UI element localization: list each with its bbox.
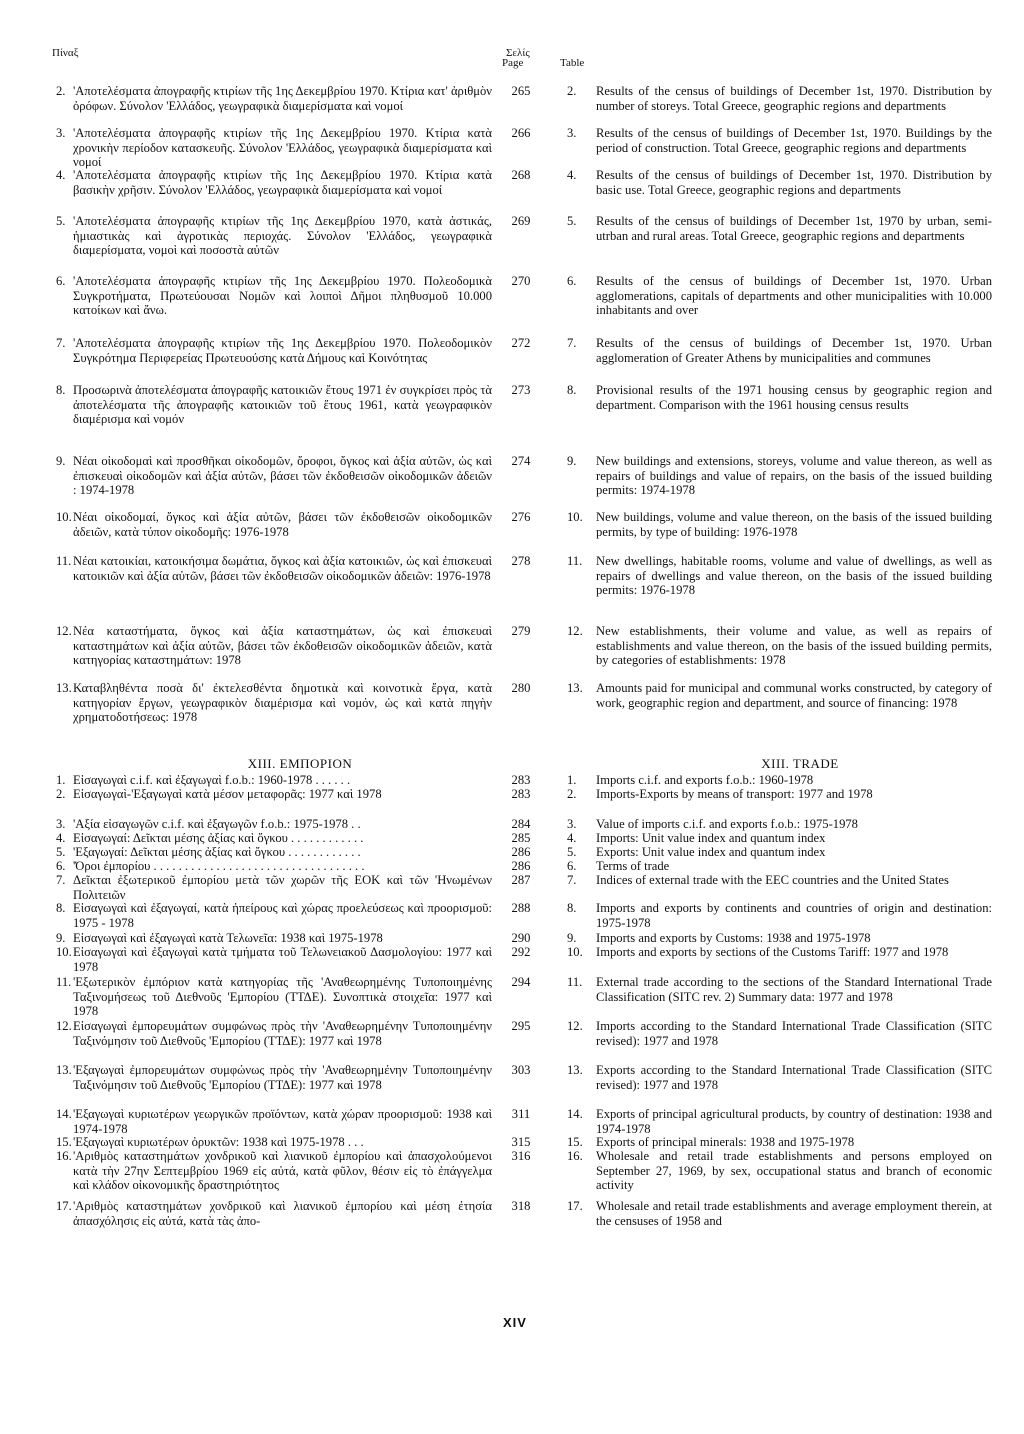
english-entry [567, 510, 992, 539]
greek-entry [56, 845, 492, 860]
english-entry-text: Imports: Unit value index and quantum index [596, 831, 826, 845]
entry-number: 7. [567, 873, 577, 887]
english-entry [567, 873, 992, 888]
english-entry [567, 554, 992, 598]
english-entry-text: Exports of principal minerals: 1938 and 1975-1978 [596, 1135, 855, 1149]
page-number: 279 [511, 624, 531, 638]
greek-entry [56, 975, 492, 1019]
page-number: 295 [511, 1019, 531, 1033]
page-label-english: Page [502, 57, 524, 69]
greek-entry-text: Νέαι οἰκοδομαί, ὄγκος καὶ ἀξία αὐτῶν, βάσει τῶν ἐκδοθεισῶν οἰκοδομικῶν ἀδειῶν, κατὰ τύπον οἰκοδομῆς: 1976-1978 [73, 510, 492, 539]
greek-entry [56, 931, 492, 946]
greek-entry [56, 1063, 492, 1092]
english-entry [567, 1019, 992, 1048]
english-entry [567, 126, 992, 155]
entry-number: 7. [56, 873, 66, 887]
greek-entry-text: 'Αποτελέσματα ἀπογραφῆς κτιρίων τῆς 1ης Δεκεμβρίου 1970. Πολεοδομικὸν Συγκρότημα Περιφερείας Πρωτευούσης κατὰ Δήμους καὶ Κοινότητας [73, 336, 492, 365]
entry-number: 1. [567, 773, 577, 787]
greek-entry [56, 1107, 492, 1136]
greek-entry-text: Δεῖκται ἐξωτερικοῦ ἐμπορίου μετὰ τῶν χωρῶν τῆς ΕΟΚ καὶ τῶν 'Ηνωμένων Πολιτειῶν [73, 873, 492, 902]
english-entry [567, 1063, 992, 1092]
greek-entry-text: Νέα καταστήματα, ὄγκος καὶ ἀξία καταστημάτων, ὡς καὶ ἐπισκευαὶ καταστημάτων καὶ ἀξία αὐτῶν, βάσει τῶν ἐκδοθεισῶν οἰκοδομικῶν ἀδειῶν, κατὰ κατηγορίας καταστημάτων: 1978 [73, 624, 492, 668]
entry-number: 16. [567, 1149, 583, 1163]
page-number: 286 [511, 845, 531, 859]
greek-entry [56, 624, 492, 668]
english-entry-text: Wholesale and retail trade establishments and persons employed on September 27, 1969, by sex, occupational status and branch of economic activity [596, 1149, 992, 1193]
english-entry [567, 845, 992, 860]
entry-number: 4. [567, 168, 577, 182]
english-entry-text: Results of the census of buildings of December 1st, 1970 by urban, semi-utrban and rural areas. Total Greece, geographic regions and departments [596, 214, 992, 243]
entry-number: 8. [56, 383, 66, 397]
page-number: 266 [511, 126, 531, 140]
page-number: 283 [511, 773, 531, 787]
greek-entry [56, 168, 492, 197]
english-entry-text: Amounts paid for municipal and communal works constructed, by category of work, geographic region and department, and source of financing: 1978 [596, 681, 992, 710]
page-number: 315 [511, 1135, 531, 1149]
entry-number: 3. [567, 126, 577, 140]
english-entry [567, 1199, 992, 1228]
english-entry [567, 214, 992, 243]
greek-entry [56, 126, 492, 170]
english-entry-text: New buildings, volume and value thereon, on the basis of the issued building permits, by type of building: 1976-1978 [596, 510, 992, 539]
entry-number: 17. [567, 1199, 583, 1213]
greek-entry-text: 'Εξαγωγαὶ κυριωτέρων γεωργικῶν προϊόντων, κατὰ χώραν προορισμοῦ: 1938 καὶ 1974-1978 [73, 1107, 492, 1136]
entry-number: 3. [56, 126, 66, 140]
english-entry-text: Imports and exports by Customs: 1938 and 1975-1978 [596, 931, 871, 945]
greek-entry [56, 859, 492, 874]
entry-number: 6. [567, 859, 577, 873]
page-number: 284 [511, 817, 531, 831]
section-heading-english: XIII. TRADE [761, 756, 839, 771]
entry-number: 4. [56, 831, 66, 845]
english-entry [567, 773, 992, 788]
entry-number: 5. [56, 845, 66, 859]
greek-entry-text: Εἰσαγωγαὶ ἐμπορευμάτων συμφώνως πρὸς τὴν 'Αναθεωρημένην Τυποποιημένην Ταξινόμησιν τοῦ Διεθνοῦς 'Εμπορίου (ΤΤΔΕ): 1977 καὶ 1978 [73, 1019, 492, 1048]
english-entry [567, 454, 992, 498]
page-number: 268 [511, 168, 531, 182]
english-table-label: Table [560, 57, 585, 69]
english-entry [567, 945, 992, 960]
english-entry-text: Results of the census of buildings of December 1st, 1970. Distribution by basic use. Total Greece, geographic regions and departments [596, 168, 992, 197]
greek-entry-text: Εἰσαγωγαὶ-'Εξαγωγαὶ κατὰ μέσον μεταφορᾶς: 1977 καὶ 1978 [73, 787, 382, 801]
entry-number: 17. [56, 1199, 72, 1213]
entry-number: 15. [56, 1135, 72, 1149]
english-entry [567, 831, 992, 846]
greek-entry [56, 1019, 492, 1048]
section-heading-greek: XIII. ΕΜΠΟΡΙΟΝ [247, 756, 353, 771]
greek-entry [56, 84, 492, 113]
entry-number: 8. [567, 901, 577, 915]
english-entry [567, 624, 992, 668]
greek-entry [56, 945, 492, 974]
page-number: 303 [511, 1063, 531, 1077]
greek-entry-text: Εἰσαγωγαὶ καὶ ἐξαγωγαὶ κατὰ τμήματα τοῦ Τελωνειακοῦ Δασμολογίου: 1977 καὶ 1978 [73, 945, 492, 974]
english-entry-text: Indices of external trade with the EEC countries and the United States [596, 873, 949, 887]
greek-entry-text: 'Αποτελέσματα ἀπογραφῆς κτιρίων τῆς 1ης Δεκεμβρίου 1970. Πολεοδομικὰ Συγκροτήματα, Πρωτεύουσαι Νομῶν καὶ λοιποὶ Δῆμοι πληθυσμοῦ 10.000 κατοίκων καὶ ἄνω. [73, 274, 492, 318]
entry-number: 12. [56, 1019, 72, 1033]
entry-number: 9. [56, 931, 66, 945]
english-entry [567, 931, 992, 946]
entry-number: 14. [567, 1107, 583, 1121]
english-entry [567, 168, 992, 197]
entry-number: 12. [56, 624, 72, 638]
page-number: 273 [511, 383, 531, 397]
entry-number: 15. [567, 1135, 583, 1149]
english-entry-text: Results of the census of buildings of December 1st, 1970. Buildings by the period of construction. Total Greece, geographic regions and departments [596, 126, 992, 155]
greek-entry-text: 'Εξαγωγαὶ ἐμπορευμάτων συμφώνως πρὸς τὴν 'Αναθεωρημένην Τυποποιημένην Ταξινόμησιν τοῦ Διεθνοῦς 'Εμπορίου (ΤΤΔΕ): 1977 καὶ 1978 [73, 1063, 492, 1092]
english-entry-text: Imports-Exports by means of transport: 1977 and 1978 [596, 787, 873, 801]
english-entry [567, 817, 992, 832]
english-entry-text: Imports c.i.f. and exports f.o.b.: 1960-1978 [596, 773, 814, 787]
greek-entry [56, 831, 492, 846]
entry-number: 12. [567, 1019, 583, 1033]
greek-entry [56, 787, 492, 802]
english-entry-text: New buildings and extensions, storeys, volume and value thereon, as well as repairs of buildings and value of repairs, on the basis of the issued building permits: 1974-1978 [596, 454, 992, 498]
entry-number: 7. [567, 336, 577, 350]
page-number: 265 [511, 84, 531, 98]
greek-entry [56, 274, 492, 318]
english-entry-text: New dwellings, habitable rooms, volume and value of dwellings, as well as repairs of dwellings and value thereon, on the basis of the issued building permits: 1976-1978 [596, 554, 992, 598]
english-entry-text: Imports and exports by continents and countries of origin and destination: 1975-1978 [596, 901, 992, 930]
entry-number: 5. [567, 214, 577, 228]
entry-number: 13. [567, 1063, 583, 1077]
entry-number: 10. [567, 510, 583, 524]
greek-entry [56, 554, 492, 583]
greek-entry [56, 1149, 492, 1193]
entry-number: 5. [56, 214, 66, 228]
entry-number: 13. [567, 681, 583, 695]
greek-entry [56, 510, 492, 539]
english-entry [567, 84, 992, 113]
entry-number: 9. [56, 454, 66, 468]
english-entry-text: New establishments, their volume and value, as well as repairs of establishments and value thereon, on the basis of the issued building permits, by categories of establishments: 1978 [596, 624, 992, 668]
english-entry-text: Imports according to the Standard International Trade Classification (SITC revised): 1977 and 1978 [596, 1019, 992, 1048]
greek-entry-text: Εἰσαγωγαὶ c.i.f. καὶ ἐξαγωγαὶ f.o.b.: 1960-1978 . . . . . . [73, 773, 351, 787]
english-entry-text: Imports and exports by sections of the Customs Tariff: 1977 and 1978 [596, 945, 949, 959]
entry-number: 9. [567, 931, 577, 945]
greek-entry-text: 'Όροι ἐμπορίου . . . . . . . . . . . . . . . . . . . . . . . . . . . . . . . . . . [73, 859, 365, 873]
page-number: 316 [511, 1149, 531, 1163]
page-number: 294 [511, 975, 531, 989]
page-number: 287 [511, 873, 531, 887]
page-number: 311 [511, 1107, 531, 1121]
greek-entry-text: 'Εξαγωγαί: Δεῖκται μέσης ἀξίας καὶ ὄγκου . . . . . . . . . . . . [73, 845, 361, 859]
greek-entry [56, 1199, 492, 1228]
page-number: 274 [511, 454, 531, 468]
english-entry [567, 901, 992, 930]
greek-entry-text: Νέαι κατοικίαι, κατοικήσιμα δωμάτια, ὄγκος καὶ ἀξία κατοικιῶν, ὡς καὶ ἐπισκευαὶ κατοικιῶν καὶ ἀξία αὐτῶν, βάσει τῶν ἐκδοθεισῶν οἰκοδομικῶν ἀδειῶν: 1976-1978 [73, 554, 492, 583]
entry-number: 11. [567, 554, 583, 568]
page-number: 290 [511, 931, 531, 945]
page-number: 283 [511, 787, 531, 801]
page-number: 286 [511, 859, 531, 873]
entry-number: 8. [56, 901, 66, 915]
greek-entry-text: Εἰσαγωγαὶ καὶ ἐξαγωγαὶ κατὰ Τελωνεῖα: 1938 καὶ 1975-1978 [73, 931, 383, 945]
entry-number: 6. [56, 274, 66, 288]
entry-number: 11. [56, 975, 72, 989]
greek-entry-text: 'Αριθμὸς καταστημάτων χονδρικοῦ καὶ λιανικοῦ ἐμπορίου καὶ μέση ἐτησία ἀπασχόλησις εἰς αὐτά, κατὰ τὰς ἀπο- [73, 1199, 492, 1228]
greek-entry-text: 'Αποτελέσματα ἀπογραφῆς κτιρίων τῆς 1ης Δεκεμβρίου 1970. Κτίρια κατὰ βασικὴν χρῆσιν. Σύνολον 'Ελλάδος, γεωγραφικὰ διαμερίσματα καὶ νομοί [73, 168, 492, 197]
english-entry-text: Exports according to the Standard International Trade Classification (SITC revised): 1977 and 1978 [596, 1063, 992, 1092]
entry-number: 12. [567, 624, 583, 638]
greek-entry [56, 1135, 492, 1150]
page-number: 276 [511, 510, 531, 524]
entry-number: 10. [567, 945, 583, 959]
english-entry-text: Terms of trade [596, 859, 670, 873]
page-number: 272 [511, 336, 531, 350]
entry-number: 13. [56, 1063, 72, 1077]
greek-entry [56, 681, 492, 725]
english-entry [567, 975, 992, 1004]
page-number-footer: XIV [503, 1315, 527, 1330]
english-entry-text: Wholesale and retail trade establishments and average employment therein, at the censuses of 1958 and [596, 1199, 992, 1228]
entry-number: 3. [567, 817, 577, 831]
entry-number: 16. [56, 1149, 72, 1163]
entry-number: 6. [567, 274, 577, 288]
english-entry-text: Results of the census of buildings of December 1st, 1970. Urban agglomerations, capitals of departments and other municipalities with 10.000 inhabitants and over [596, 274, 992, 318]
greek-entry-text: 'Αποτελέσματα ἀπογραφῆς κτιρίων τῆς 1ης Δεκεμβρίου 1970. Κτίρια κατὰ χρονικὴν περίοδον κατασκευῆς. Σύνολον 'Ελλάδος, γεωγραφικὰ διαμερίσματα καὶ νομοί [73, 126, 492, 170]
english-entry-text: External trade according to the sections of the Standard International Trade Classification (SITC rev. 2) Summary data: 1977 and 1978 [596, 975, 992, 1004]
english-entry-text: Results of the census of buildings of December 1st, 1970. Urban agglomeration of Greater Athens by municipalities and communes [596, 336, 992, 365]
entry-number: 7. [56, 336, 66, 350]
page-number: 318 [511, 1199, 531, 1213]
entry-number: 10. [56, 510, 72, 524]
entry-number: 5. [567, 845, 577, 859]
entry-number: 10. [56, 945, 72, 959]
english-entry [567, 336, 992, 365]
english-entry [567, 383, 992, 412]
page-number: 269 [511, 214, 531, 228]
entry-number: 4. [56, 168, 66, 182]
entry-number: 8. [567, 383, 577, 397]
english-entry-text: Provisional results of the 1971 housing census by geographic region and department. Comparison with the 1961 housing census results [596, 383, 992, 412]
greek-table-label: Πίναξ [52, 47, 79, 59]
greek-entry-text: 'Αξία εἰσαγωγῶν c.i.f. καὶ ἐξαγωγῶν f.o.b.: 1975-1978 . . [73, 817, 361, 831]
greek-entry-text: 'Αποτελέσματα ἀπογραφῆς κτιρίων τῆς 1ης Δεκεμβρίου 1970, κατὰ ἀστικάς, ἡμιαστικὰς καὶ ἀγροτικὰς περιοχάς. Σύνολον 'Ελλάδος, γεωγραφικὰ διαμερίσματα, νομοὶ καὶ ποσοστὰ αὐτῶν [73, 214, 492, 258]
english-entry-text: Results of the census of buildings of December 1st, 1970. Distribution by number of storeys. Total Greece, geographic regions and departments [596, 84, 992, 113]
greek-entry [56, 773, 492, 788]
greek-entry [56, 817, 492, 832]
greek-entry-text: Προσωρινὰ ἀποτελέσματα ἀπογραφῆς κατοικιῶν ἔτους 1971 ἐν συγκρίσει πρὸς τὰ ἀποτελέσματα τῆς ἀπογραφῆς κατοικιῶν τοῦ ἔτους 1961, κατὰ γεωγραφικὸν διαμέρισμα καὶ νομόν [73, 383, 492, 427]
entry-number: 11. [567, 975, 583, 989]
greek-entry [56, 214, 492, 258]
page-label-greek: Σελίς [506, 47, 530, 59]
english-entry-text: Value of imports c.i.f. and exports f.o.b.: 1975-1978 [596, 817, 858, 831]
entry-number: 14. [56, 1107, 72, 1121]
page-number: 278 [511, 554, 531, 568]
english-entry [567, 274, 992, 318]
english-entry-text: Exports: Unit value index and quantum index [596, 845, 826, 859]
greek-entry-text: Νέαι οἰκοδομαὶ καὶ προσθῆκαι οἰκοδομῶν, ὄροφοι, ὄγκος καὶ ἀξία αὐτῶν, ὡς καὶ ἐπισκευαὶ οἰκοδομῶν καὶ ἀξία αὐτῶν, βάσει τῶν ἐκδοθεισῶν οἰκοδομικῶν ἀδειῶν : 1974-1978 [73, 454, 492, 498]
english-entry-text: Exports of principal agricultural products, by country of destination: 1938 and 1974-1978 [596, 1107, 992, 1136]
entry-number: 9. [567, 454, 577, 468]
english-entry [567, 681, 992, 710]
greek-entry [56, 336, 492, 365]
greek-entry [56, 873, 492, 902]
entry-number: 2. [567, 84, 577, 98]
entry-number: 4. [567, 831, 577, 845]
english-entry [567, 859, 992, 874]
greek-entry [56, 901, 492, 930]
entry-number: 2. [56, 84, 66, 98]
greek-entry-text: Καταβληθέντα ποσὰ δι' ἐκτελεσθέντα δημοτικὰ καὶ κοινοτικὰ ἔργα, κατὰ κατηγορίαν ἔργων, γεωγραφικὸν διαμέρισμα καὶ νομόν, ὡς καὶ κατὰ πηγὴν χρηματοδοτήσεως: 1978 [73, 681, 492, 725]
greek-entry-text: 'Αποτελέσματα ἀπογραφῆς κτιρίων τῆς 1ης Δεκεμβρίου 1970. Κτίρια κατ' ἀριθμὸν ὀρόφων. Σύνολον 'Ελλάδος, γεωγραφικὰ διαμερίσματα καὶ νομοί [73, 84, 492, 113]
english-entry [567, 1107, 992, 1136]
page-number: 292 [511, 945, 531, 959]
greek-entry-text: 'Αριθμὸς καταστημάτων χονδρικοῦ καὶ λιανικοῦ ἐμπορίου καὶ ἀπασχολούμενοι κατὰ τὴν 27ην Σεπτεμβρίου 1969 εἰς αὐτά, κατὰ φῦλον, θέσιν εἰς τὸ ἐπάγγελμα καὶ κλάδον οἰκονομικῆς δραστηριότητος [73, 1149, 492, 1193]
entry-number: 2. [56, 787, 66, 801]
entry-number: 3. [56, 817, 66, 831]
english-entry [567, 1149, 992, 1193]
page-number: 285 [511, 831, 531, 845]
entry-number: 11. [56, 554, 72, 568]
entry-number: 13. [56, 681, 72, 695]
greek-entry-text: 'Εξαγωγαὶ κυριωτέρων ὀρυκτῶν: 1938 καὶ 1975-1978 . . . [73, 1135, 364, 1149]
greek-entry-text: Εἰσαγωγαί: Δεῖκται μέσης ἀξίας καὶ ὄγκου . . . . . . . . . . . . [73, 831, 364, 845]
page-number: 280 [511, 681, 531, 695]
page-number: 288 [511, 901, 531, 915]
greek-entry [56, 454, 492, 498]
english-entry [567, 787, 992, 802]
page-number: 270 [511, 274, 531, 288]
entry-number: 1. [56, 773, 66, 787]
entry-number: 2. [567, 787, 577, 801]
greek-entry [56, 383, 492, 427]
greek-entry-text: Εἰσαγωγαὶ καὶ ἐξαγωγαί, κατὰ ἠπείρους καὶ χώρας προελεύσεως καὶ προορισμοῦ: 1975 - 1978 [73, 901, 492, 930]
entry-number: 6. [56, 859, 66, 873]
english-entry [567, 1135, 992, 1150]
greek-entry-text: 'Εξωτερικὸν ἐμπόριον κατὰ κατηγορίας τῆς 'Αναθεωρημένης Τυποποιημένης Ταξινομήσεως τοῦ Διεθνοῦς 'Εμπορίου (ΤΤΔΕ). Συνοπτικὰ στοιχεῖα: 1977 καὶ 1978 [73, 975, 492, 1019]
